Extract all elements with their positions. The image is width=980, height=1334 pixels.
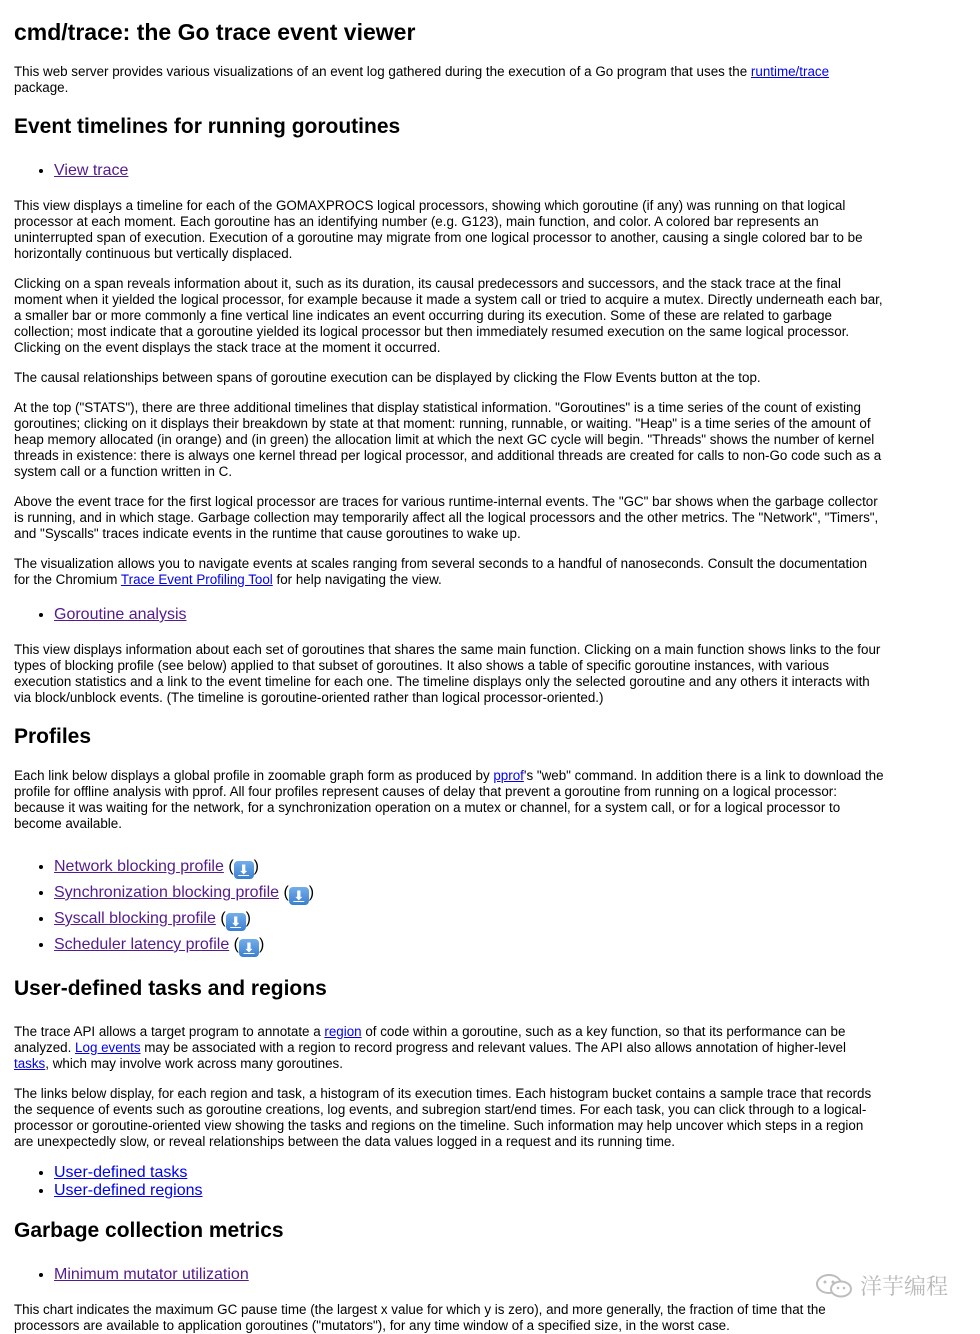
- region-link[interactable]: region: [324, 1024, 362, 1039]
- syscall-blocking-profile-link[interactable]: Syscall blocking profile: [54, 910, 216, 927]
- goroutine-analysis-link[interactable]: Goroutine analysis: [54, 606, 187, 623]
- list-item: • Scheduler latency profile ( ⬇ ): [54, 932, 884, 958]
- wechat-icon: [814, 1272, 854, 1300]
- view-trace-list: [14, 158, 884, 184]
- list-item: [54, 1164, 884, 1182]
- list-item: [54, 1262, 884, 1288]
- synchronization-blocking-profile-link[interactable]: Synchronization blocking profile: [54, 884, 280, 901]
- tasks-paragraph-2: The links below display, for each region and task, a histogram of its execution times. Each histogram bucket contains a sample trace that records the sequence of events such as goroutine creations, log events, and subregion start/end times. For each task, you can click through to a logical-processor or goroutine-oriented view showing the tasks and regions on the timeline. Such information may help uncover which steps in a region are unexpectedly slow, or reveal relationships between the data values logged in a request and its running time.: [14, 1086, 872, 1149]
- list-item: [54, 602, 884, 628]
- timelines-paragraph-2: Clicking on a span reveals information about it, such as its duration, its causal predecessors and successors, and the stack trace at the final moment when it yielded the logical processor, for example because it made a system call or tried to acquire a mutex. Directly underneath each bar, a smaller bar or more commonly a fine vertical line indicates an event occurring during its execution. Some of these are related to garbage collection; most indicate that a goroutine yielded its logical processor but then immediately resumed execution on the same logical processor. Clicking on the event displays the stack trace at the moment it occurred.: [14, 276, 883, 355]
- tasks-list: [14, 1164, 884, 1200]
- list-item: • Synchronization blocking profile ( ⬇ ): [54, 880, 884, 906]
- watermark: [814, 1270, 948, 1301]
- download-icon[interactable]: ⬇: [226, 913, 246, 931]
- list-item: • Syscall blocking profile ( ⬇ ): [54, 906, 884, 932]
- download-icon[interactable]: ⬇: [239, 939, 259, 957]
- tasks-link[interactable]: tasks: [14, 1056, 46, 1071]
- trace-event-profiling-tool-link[interactable]: Trace Event Profiling Tool: [120, 572, 273, 587]
- tasks-paragraph-1: The trace API allows a target program to annotate a region of code within a goroutine, such as a key function, so that its performance can be analyzed. Log events may be associated with a region to record progress and relevant values. The API also allows annotation of higher-level tasks, which may involve work across many goroutines.: [14, 1024, 846, 1071]
- user-defined-tasks-link[interactable]: User-defined tasks: [54, 1164, 188, 1181]
- list-item: [54, 1182, 884, 1200]
- section-heading-tasks: User-defined tasks and regions: [14, 977, 327, 1000]
- download-icon[interactable]: ⬇: [234, 861, 254, 879]
- minimum-mutator-utilization-link[interactable]: Minimum mutator utilization: [54, 1266, 249, 1283]
- scheduler-latency-profile-link[interactable]: Scheduler latency profile: [54, 936, 230, 953]
- profiles-paragraph: Each link below displays a global profile in zoomable graph form as produced by pprof's "web" command. In addition there is a link to download the profile for offline analysis with pprof. All four profiles represent causes of delay that prevent a goroutine from running on a logical processor: because it was waiting for the network, for a synchronization operation on a mutex or channel, for a system call, or for a logical processor to become available.: [14, 768, 884, 831]
- timelines-paragraph-1: This view displays a timeline for each of the GOMAXPROCS logical processors, showing which goroutine (if any) was running on that logical processor at each moment. Each goroutine has an identifying number (e.g. G123), main function, and color. A colored bar represents an uninterrupted span of execution. Execution of a goroutine may migrate from one logical processor to another, causing a single colored bar to be horizontally continuous but vertically displaced.: [14, 198, 863, 261]
- timelines-paragraph-3: The causal relationships between spans of goroutine execution can be displayed by clicking the Flow Events button at the top.: [14, 370, 761, 385]
- list-item: [54, 158, 884, 184]
- list-item: • Network blocking profile ( ⬇ ): [54, 854, 884, 880]
- runtime-trace-link[interactable]: runtime/trace: [750, 64, 830, 79]
- pprof-link[interactable]: pprof: [493, 768, 524, 783]
- gc-paragraph: This chart indicates the maximum GC pause time (the largest x value for which y is zero), and more generally, the fraction of time that the processors are available to application goroutines ("mutators"), for any time window of a specified size, in the worst case.: [14, 1302, 826, 1333]
- section-heading-timelines: Event timelines for running goroutines: [14, 115, 401, 138]
- page-title: cmd/trace: the Go trace event viewer: [14, 19, 416, 45]
- gc-list: [14, 1262, 884, 1288]
- user-defined-regions-link[interactable]: User-defined regions: [54, 1182, 203, 1199]
- network-blocking-profile-link[interactable]: Network blocking profile: [54, 858, 224, 875]
- section-heading-gc: Garbage collection metrics: [14, 1219, 284, 1242]
- download-icon[interactable]: ⬇: [289, 887, 309, 905]
- timelines-paragraph-6: The visualization allows you to navigate events at scales ranging from several seconds to a handful of nanoseconds. Consult the documentation for the Chromium Trace Event Profiling Tool for help navigating the view.: [14, 556, 868, 587]
- intro-paragraph: This web server provides various visualizations of an event log gathered during the execution of a Go program that uses the runtime/trace package.: [14, 64, 830, 95]
- section-heading-profiles: Profiles: [14, 725, 92, 748]
- log-events-link[interactable]: Log events: [75, 1040, 141, 1055]
- timelines-paragraph-5: Above the event trace for the first logical processor are traces for various runtime-internal events. The "GC" bar shows when the garbage collector is running, and in which stage. Garbage collection may temporarily affect all the logical processors and the other metrics. The "Network", "Timers", and "Syscalls" traces indicate events in the runtime that cause goroutines to wake up.: [14, 494, 879, 541]
- watermark-text: 洋芋编程: [859, 1275, 948, 1300]
- view-trace-link[interactable]: View trace: [54, 162, 129, 179]
- timelines-paragraph-4: At the top ("STATS"), there are three additional timelines that display statistical information. "Goroutines" is a time series of the count of existing goroutines; clicking on it displays their breakdown by state at that moment: running, runnable, or waiting. "Heap" is a time series of the amount of heap memory allocated (in orange) and (in green) the allocation limit at which the next GC cycle will begin. "Threads" shows the number of kernel threads in existence: there is always one kernel thread per logical processor, and additional threads are created for calls to non-Go code such as a system call or a function written in C.: [14, 400, 882, 479]
- goroutine-analysis-paragraph: This view displays information about each set of goroutines that shares the same main function. Clicking on a main function shows links to the four types of blocking profile (see below) applied to that subset of goroutines. It also shows a table of specific goroutine instances, with various execution statistics and a link to the event timeline for each one. The timeline displays only the selected goroutine and any others it interacts with via block/unblock events. (The timeline is goroutine-oriented rather than logical processor-oriented.): [14, 642, 881, 705]
- goroutine-analysis-list: [14, 602, 884, 628]
- profiles-list: [14, 854, 884, 958]
